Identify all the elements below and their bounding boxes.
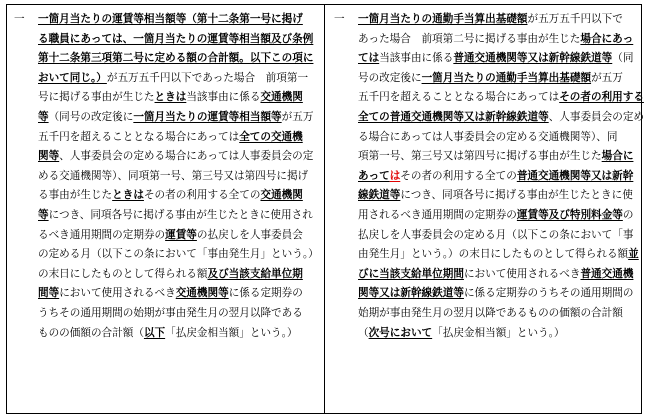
text-segment: （同号の改定後に — [48, 110, 134, 123]
amended-text: びに当該支給単位期間 — [358, 267, 464, 280]
text-line — [14, 304, 318, 324]
text-line — [334, 147, 638, 167]
text-line — [14, 186, 318, 206]
text-line — [334, 265, 638, 285]
text-segment: の末日にしたものとして得られる額 — [38, 267, 208, 280]
text-segment: に係る定期券の — [228, 287, 303, 300]
text-segment: （同 — [612, 52, 634, 65]
text-line — [334, 108, 645, 128]
item-marker: 一 — [14, 13, 25, 25]
text-line — [334, 10, 638, 30]
amended-text: 運賃等及び特別料金等 — [516, 208, 623, 221]
amended-text: 等 — [38, 208, 49, 221]
amended-text: 線鉄道等 — [358, 189, 401, 202]
text-segment: 始期が事由発生月の翌月以降であるものの価額の合計額 — [358, 306, 623, 319]
amended-text: ては — [358, 52, 380, 65]
text-line — [14, 167, 318, 187]
text-segment: 号の改定後に — [358, 71, 422, 84]
text-segment: 「払戻金相当額」という。） — [432, 326, 565, 339]
amended-text: 並 — [628, 248, 639, 261]
amended-text: 一箇月当たりの通勤手当算出基礎額 — [421, 71, 592, 84]
text-segment: が五万 — [281, 110, 314, 123]
text-line — [334, 304, 638, 324]
text-line — [14, 245, 318, 265]
text-line — [334, 128, 638, 148]
text-segment: る事由が生じた — [38, 189, 113, 202]
amended-text: 運賃等 — [165, 228, 197, 241]
text-segment: その者の利用する全ての — [400, 169, 517, 182]
text-line — [14, 284, 318, 304]
amended-text: 普通交通機 — [580, 267, 634, 280]
amended-text: 第十二条第三項第二号に定める額の合計額。以下この項に — [38, 52, 314, 65]
text-segment: うちその通用期間の始期が事由発生月の翌月以降である — [38, 306, 303, 319]
text-segment: ものの価額の合計額 — [38, 326, 134, 339]
text-segment: において使用されるべき — [59, 287, 176, 300]
text-segment: るべき通用期間の定期券の — [38, 228, 166, 241]
text-line — [14, 30, 318, 50]
text-line — [14, 147, 318, 167]
text-segment: その者の利用する全ての — [143, 189, 261, 202]
amended-text: 普通交通機関等又は新幹線鉄道等 — [453, 52, 613, 65]
amended-text: 場合に — [601, 150, 634, 163]
text-segment: める交通機関等）、同項第一号、第三号又は第四号に掲げ — [38, 169, 309, 182]
text-segment: につき、同項各号に掲げる事由が生じたときに使用され — [48, 208, 313, 221]
text-segment: 用されるべき通用期間の定期券の — [358, 208, 517, 221]
text-line — [14, 226, 318, 246]
amended-text: あって — [358, 169, 390, 182]
text-line — [334, 30, 638, 50]
text-line — [334, 206, 638, 226]
text-segment: （ — [358, 326, 369, 339]
amended-text: 普通交通機関等又は新幹 — [516, 169, 634, 182]
text-segment: る場合にあっては人事委員会の定める交通機関等）、同 — [358, 130, 618, 143]
amended-text: 一箇月当たりの通勤手当算出基礎額 — [358, 13, 528, 25]
amended-text: ときは — [112, 189, 144, 202]
text-segment: 、人事委員会の定め — [548, 110, 645, 123]
amended-text: その者の利用する — [559, 91, 644, 104]
text-segment: （ — [133, 326, 144, 339]
amended-text: 交通機関 — [260, 189, 303, 202]
amended-text: 関等 — [38, 150, 60, 163]
amended-text: 間等 — [38, 287, 60, 300]
text-segment: が五万五千円以下で — [527, 13, 623, 25]
text-line — [14, 10, 318, 30]
text-segment: 項第一号、第三号又は第四号に掲げる事由が生じた — [358, 150, 602, 163]
amended-text: 全ての交通機 — [239, 130, 303, 143]
amended-text: 交通機関 — [260, 91, 303, 104]
text-segment: が五万五千円以下であった場合 前項第一 — [106, 71, 309, 84]
text-line — [14, 324, 318, 344]
amended-text: 以下 — [143, 326, 166, 339]
text-segment: 当該事由に係る — [186, 91, 261, 104]
text-line — [14, 206, 318, 226]
text-segment: 払戻しを人事委員会の定める月（以下この条において「事 — [358, 228, 634, 241]
text-segment: 、人事委員会の定める場合にあっては人事委員会の定 — [59, 150, 314, 163]
text-line — [14, 108, 318, 128]
amended-text: おいて同じ。） — [38, 71, 107, 84]
text-line — [14, 49, 318, 69]
text-line — [334, 324, 638, 344]
text-line — [14, 128, 318, 148]
text-segment: の — [622, 208, 634, 221]
text-segment: 号に掲げる事由が生じた — [38, 91, 155, 104]
amended-text: 全ての普通交通機関等又は新幹線鉄道等 — [358, 110, 549, 123]
text-segment: 由発生月」という。）の末日にしたものとして得られる額 — [358, 248, 629, 261]
text-segment: 当該事由に係る — [379, 52, 454, 65]
text-line — [334, 284, 638, 304]
text-segment: 五千円を超えることとなる場合にあっては — [38, 130, 240, 143]
text-segment: において使用されるべき — [463, 267, 581, 280]
amended-text: 関等又は新幹線鉄道等 — [358, 287, 464, 300]
left-column-old-text — [14, 10, 318, 343]
amended-text: 一箇月当たりの運賃等相当額等 — [133, 110, 282, 123]
text-segment: 五千円を超えることとなる場合にあっては — [358, 91, 560, 104]
amended-text: 次号において — [368, 326, 433, 339]
amended-text: 一箇月当たりの運賃等相当額等（第十二条第一号に掲げ — [38, 13, 303, 25]
text-line — [334, 245, 638, 265]
column-divider — [324, 4, 325, 414]
amended-text: ときは — [154, 91, 187, 104]
text-line — [334, 167, 638, 187]
text-line — [14, 88, 318, 108]
amended-text: 等 — [38, 110, 49, 123]
text-line — [14, 69, 318, 89]
text-segment: の払戻しを人事委員会 — [196, 228, 303, 241]
amended-text: る職員にあっては、一箇月当たりの運賃等相当額及び条例 — [38, 32, 314, 45]
item-marker: 一 — [334, 13, 345, 25]
amended-text: は — [389, 169, 401, 182]
text-line — [334, 69, 638, 89]
text-segment: につき、同項各号に掲げる事由が生じたときに使 — [400, 189, 633, 202]
text-line — [14, 265, 318, 285]
amended-text: 場合にあっ — [580, 32, 634, 45]
text-line — [334, 226, 638, 246]
text-line — [334, 186, 638, 206]
amended-text: 交通機関等 — [175, 287, 229, 300]
text-segment: が五万 — [591, 71, 623, 84]
text-line — [334, 49, 638, 69]
text-segment: あった場合 前項第二号に掲げる事由が生じた — [358, 32, 581, 45]
text-segment: に係る定期券のうちその通用期間の — [463, 287, 634, 300]
text-line — [334, 88, 644, 108]
right-column-new-text — [334, 10, 645, 343]
text-segment: 「払戻金相当額」という。） — [165, 326, 298, 339]
text-segment: の定める月（以下この条において「事由発生月」という。） — [38, 248, 319, 261]
amended-text: 及び当該支給単位期 — [207, 267, 303, 280]
